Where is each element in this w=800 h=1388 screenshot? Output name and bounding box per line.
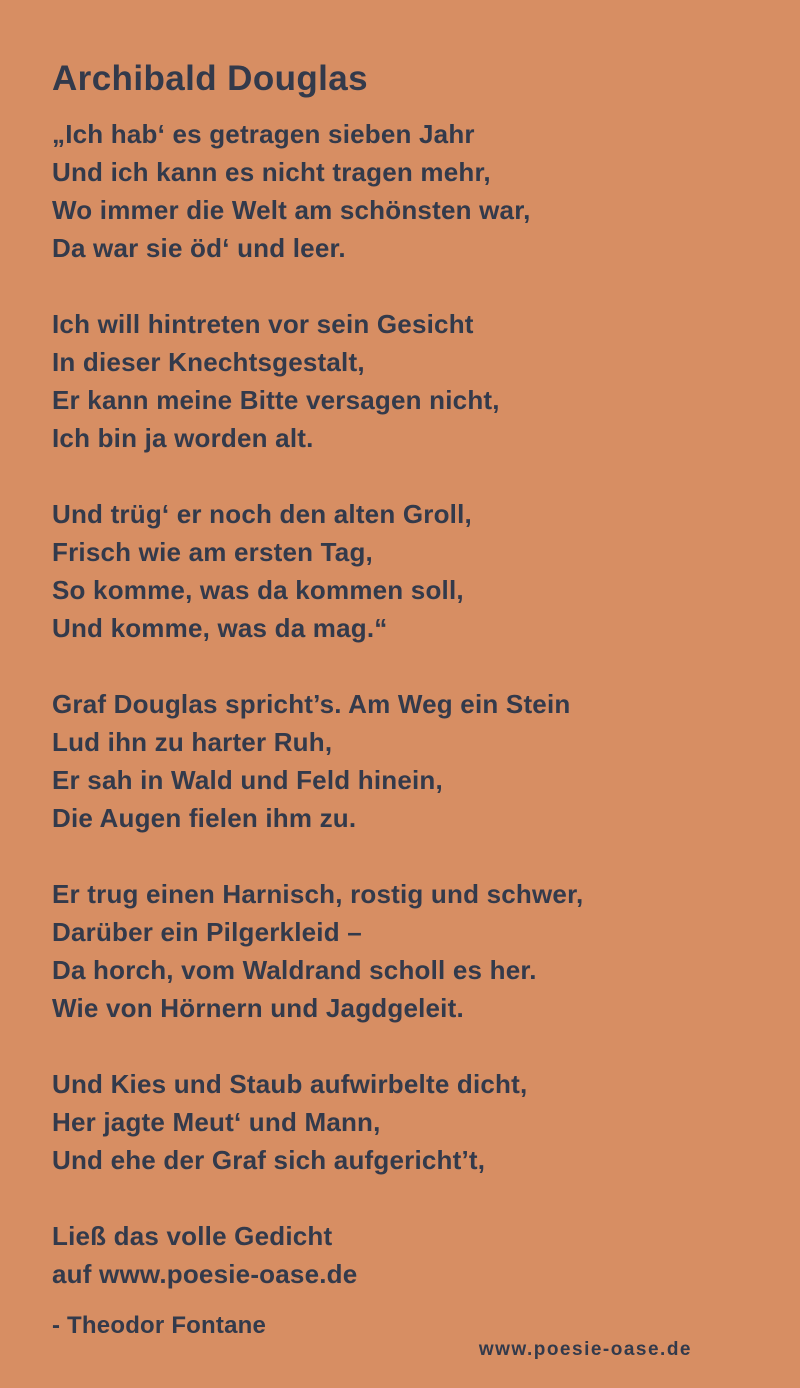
stanza-4 [52,685,760,837]
poem-line: auf www.poesie-oase.de [52,1259,358,1289]
poem-line: Wie von Hörnern und Jagdgeleit. [52,993,464,1023]
poem-line: Und ehe der Graf sich aufgericht’t, [52,1145,486,1175]
poem-author: - Theodor Fontane [52,1312,267,1339]
poem-line: Er sah in Wald und Feld hinein, [52,765,443,795]
poem-line: Und Kies und Staub aufwirbelte dicht, [52,1069,528,1099]
stanza-1 [52,115,760,267]
poem-line: Ich bin ja worden alt. [52,423,314,453]
poem-line: Er kann meine Bitte versagen nicht, [52,385,500,415]
poem-line: Die Augen fielen ihm zu. [52,803,357,833]
poem-line: Da horch, vom Waldrand scholl es her. [52,955,537,985]
poem-line: Lud ihn zu harter Ruh, [52,727,333,757]
poem-line: Und ich kann es nicht tragen mehr, [52,157,491,187]
poem-line: Her jagte Meut‘ und Mann, [52,1107,381,1137]
site-watermark: www.poesie-oase.de [478,1339,692,1360]
poem-line: So komme, was da kommen soll, [52,575,464,605]
stanza-5 [52,875,760,1027]
poem-title: Archibald Douglas [52,59,369,98]
poem-line: Darüber ein Pilgerkleid – [52,917,362,947]
poem-line: Ich will hintreten vor sein Gesicht [52,309,474,339]
poem-line: Und komme, was da mag.“ [52,613,388,643]
stanza-3 [52,495,760,647]
poem-line: Er trug einen Harnisch, rostig und schwer, [52,879,584,909]
poem-line: Da war sie öd‘ und leer. [52,233,346,263]
poem-line: Frisch wie am ersten Tag, [52,537,373,567]
poem-line: „Ich hab‘ es getragen sieben Jahr [52,119,475,149]
stanza-6 [52,1065,760,1179]
stanza-2 [52,305,760,457]
poem-line: Graf Douglas spricht’s. Am Weg ein Stein [52,689,571,719]
poem-line: Ließ das volle Gedicht [52,1221,333,1251]
poem-line: Wo immer die Welt am schönsten war, [52,195,531,225]
stanza-7-teaser [52,1217,760,1293]
poem-line: In dieser Knechtsgestalt, [52,347,365,377]
poem-line: Und trüg‘ er noch den alten Groll, [52,499,472,529]
